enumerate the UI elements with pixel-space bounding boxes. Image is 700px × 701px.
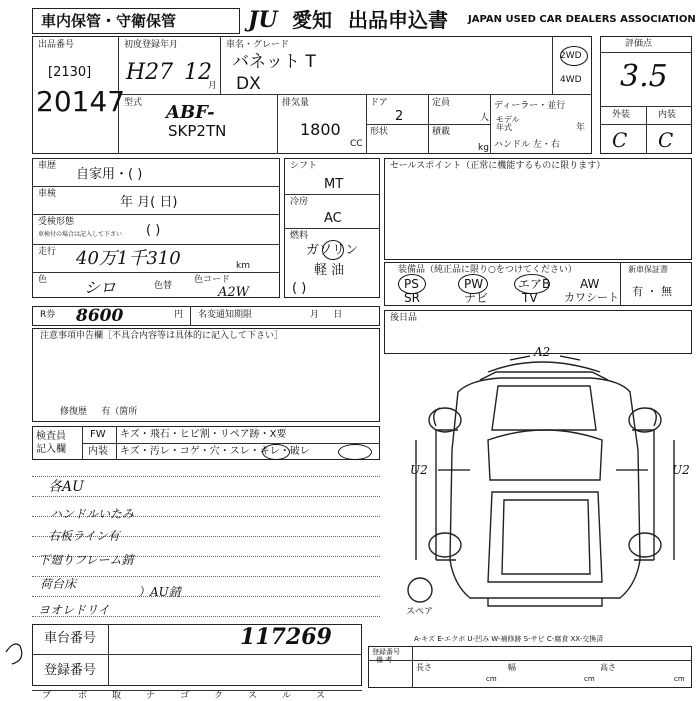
color-value: シロ [84,278,117,297]
shape-label: 形状 [370,127,389,137]
equip-airbag: エアB [518,277,551,291]
interior-items: キズ・汚レ・コゲ・穴・スレ・キレ・破レ [120,446,310,457]
equip-leather-seat: カワシート [564,291,619,304]
title-prefecture: 愛知 [292,8,332,32]
inspection-value: 年 月( 日) [120,195,178,210]
drive-4wd: 4WD [560,75,582,85]
chassis-label: 車台番号 [44,631,97,646]
acceptance-value: ( ) [146,223,161,238]
equip-sr: SR [404,291,420,305]
equipment-label: 装備品（純正品に限り○をつけてください） [398,265,577,275]
equip-pw: PW [464,277,484,291]
bottom-item-3: 取 [112,691,122,701]
ac-label: 冷房 [290,197,309,207]
recycle-amount: 8600 [76,306,124,326]
title-main: 出品申込書 [348,8,448,32]
bottom-item-9: ス [316,691,326,701]
door-value: 2 [395,109,404,124]
exterior-grade: C [612,128,628,152]
fuel-gasoline: ガソリン [306,243,359,258]
mileage-unit: km [236,261,250,271]
sales-point-label: セールスポイント（正常に機能するものに限ります） [390,161,606,171]
listing-number-label: 出品番号 [38,40,75,50]
notice-value: 月 日 [310,310,343,320]
ac-value: AC [324,211,342,226]
displacement-label: 排気量 [282,98,310,108]
equip-navi: ナビ [464,291,489,305]
spare-label: スペア [406,607,434,617]
bottom-item-5: ゴ [180,691,190,701]
inspection-label: 車検 [38,189,57,199]
type-label: 型式 [124,98,143,108]
diagram-mark-right: U2 [672,463,690,477]
fw-items: キズ・飛石・ヒビ割・リペア跡・X要 [120,429,287,440]
note-line-6: ヨオレドリイ [38,603,110,617]
vehicle-grade: DX [236,74,261,94]
bottom-height-unit: cm [674,675,685,683]
equip-ps: PS [404,277,419,291]
note-line-7: ）AU錆 [138,585,181,599]
listing-number: 20147 [36,85,126,118]
diagram-mark-left: U2 [410,463,428,477]
type-prefix: ABF- [166,102,215,123]
interior-label: 内装 [658,110,677,120]
vehicle-name: バネット T [232,52,316,72]
color-code-label: 色コード [194,275,231,285]
door-label: ドア [370,98,388,108]
new-warranty-value: 有 ・ 無 [632,285,672,298]
association-name: JAPAN USED CAR DEALERS ASSOCIATION [468,14,696,25]
bottom-memo-label: 備 考 [376,656,393,664]
capacity-label: 定員 [432,98,451,108]
displacement-unit: CC [350,139,363,149]
grade-score: 3.5 [620,59,668,94]
note-line-2: ハンドルいたみ [50,507,135,521]
damage-legend: A-キズ E-エクボ U-凹み W-補修跡 S-サビ C-腐食 XX-交換済 [414,635,604,643]
chassis-number: 117269 [240,624,332,650]
equip-aw: AW [580,277,600,291]
color-label: 色 [38,275,48,285]
load-label: 積載 [432,127,451,137]
bottom-item-8: ル [282,691,292,701]
bottom-width-label: 幅 [508,663,516,672]
model-year-label: モデル 年式 [496,115,520,133]
dealer-label: ディーラー・並行 [494,101,566,111]
ju-logo: JU [248,7,278,33]
fw-label: FW [90,429,106,440]
recycle-label: R券 [40,310,56,320]
shift-value: MT [324,177,344,192]
drive-2wd: 2WD [560,51,582,61]
displacement-value: 1800 [300,120,341,139]
registration-month-unit: 月 [208,81,218,91]
shift-label: シフト [290,161,318,171]
note-line-1: 各AU [48,479,84,495]
acceptance-label: 受検形態 [38,217,75,227]
mileage-label: 走行 [38,247,57,257]
color-change-label: 色替 [154,281,173,291]
capacity-unit: 人 [480,113,490,123]
registration-era: H27 [126,60,174,85]
notes-header: 注意事項申告欄［不具合内容等は具体的に記入して下さい］ [40,331,284,341]
diagram-mark-top: A2 [534,345,551,359]
handle-label: ハンドル 左・右 [494,140,560,150]
note-line-5: 荷台床 [40,577,77,591]
inspector-label: 検査員 記入欄 [36,431,66,455]
history-label: 車歴 [38,161,57,171]
bottom-width-unit: cm [584,675,595,683]
later-date-label: 後日品 [390,313,418,323]
bottom-item-1: ブ [42,691,52,701]
plate-label: 登録番号 [44,663,97,678]
grade-label: 評価点 [625,39,653,49]
fuel-label: 燃料 [290,231,309,241]
load-unit: kg [478,143,489,153]
bottom-item-2: ボ [78,691,88,701]
fuel-light-oil: 軽 油 [314,263,345,278]
vehicle-name-label: 車名・グレード [226,40,290,50]
color-code: A2W [218,285,250,300]
first-registration-label: 初度登録年月 [124,40,179,50]
bottom-height-label: 高さ [600,663,616,672]
exterior-label: 外装 [612,110,631,120]
bottom-item-6: ク [214,691,224,701]
note-line-4: 下廻りフレーム錆 [38,553,134,567]
fuel-paren: ( ) [292,281,307,296]
interior-inspect-label: 内装 [88,446,108,457]
storage-note: 車内保管・守衛保管 [41,12,177,30]
bottom-length-label: 長さ [416,663,432,672]
bottom-item-7: ス [248,691,258,701]
year-unit: 年 [576,123,586,133]
mileage-value: 40万1千310 [76,248,181,269]
equip-tv: TV [522,291,538,305]
registration-month: 12 [184,60,212,85]
listing-bracket-number: [2130] [48,65,92,80]
new-warranty-label: 新車保証書 [628,265,668,274]
type-code: SKP2TN [168,122,227,140]
note-line-3: 右板ライン有 [48,529,120,543]
notice-label: 名変通知期限 [198,310,253,320]
history-value: 自家用・( ) [76,167,143,182]
bottom-length-unit: cm [486,675,497,683]
interior-grade: C [658,128,674,152]
bottom-item-4: ナ [146,691,156,701]
repair-history: 修復歴 有（箇所 [60,407,138,417]
recycle-unit: 円 [174,310,184,320]
bottom-reg-label: 登録番号 [372,648,400,656]
acceptance-sub: 車検付の場合は記入して下さい [38,231,123,238]
